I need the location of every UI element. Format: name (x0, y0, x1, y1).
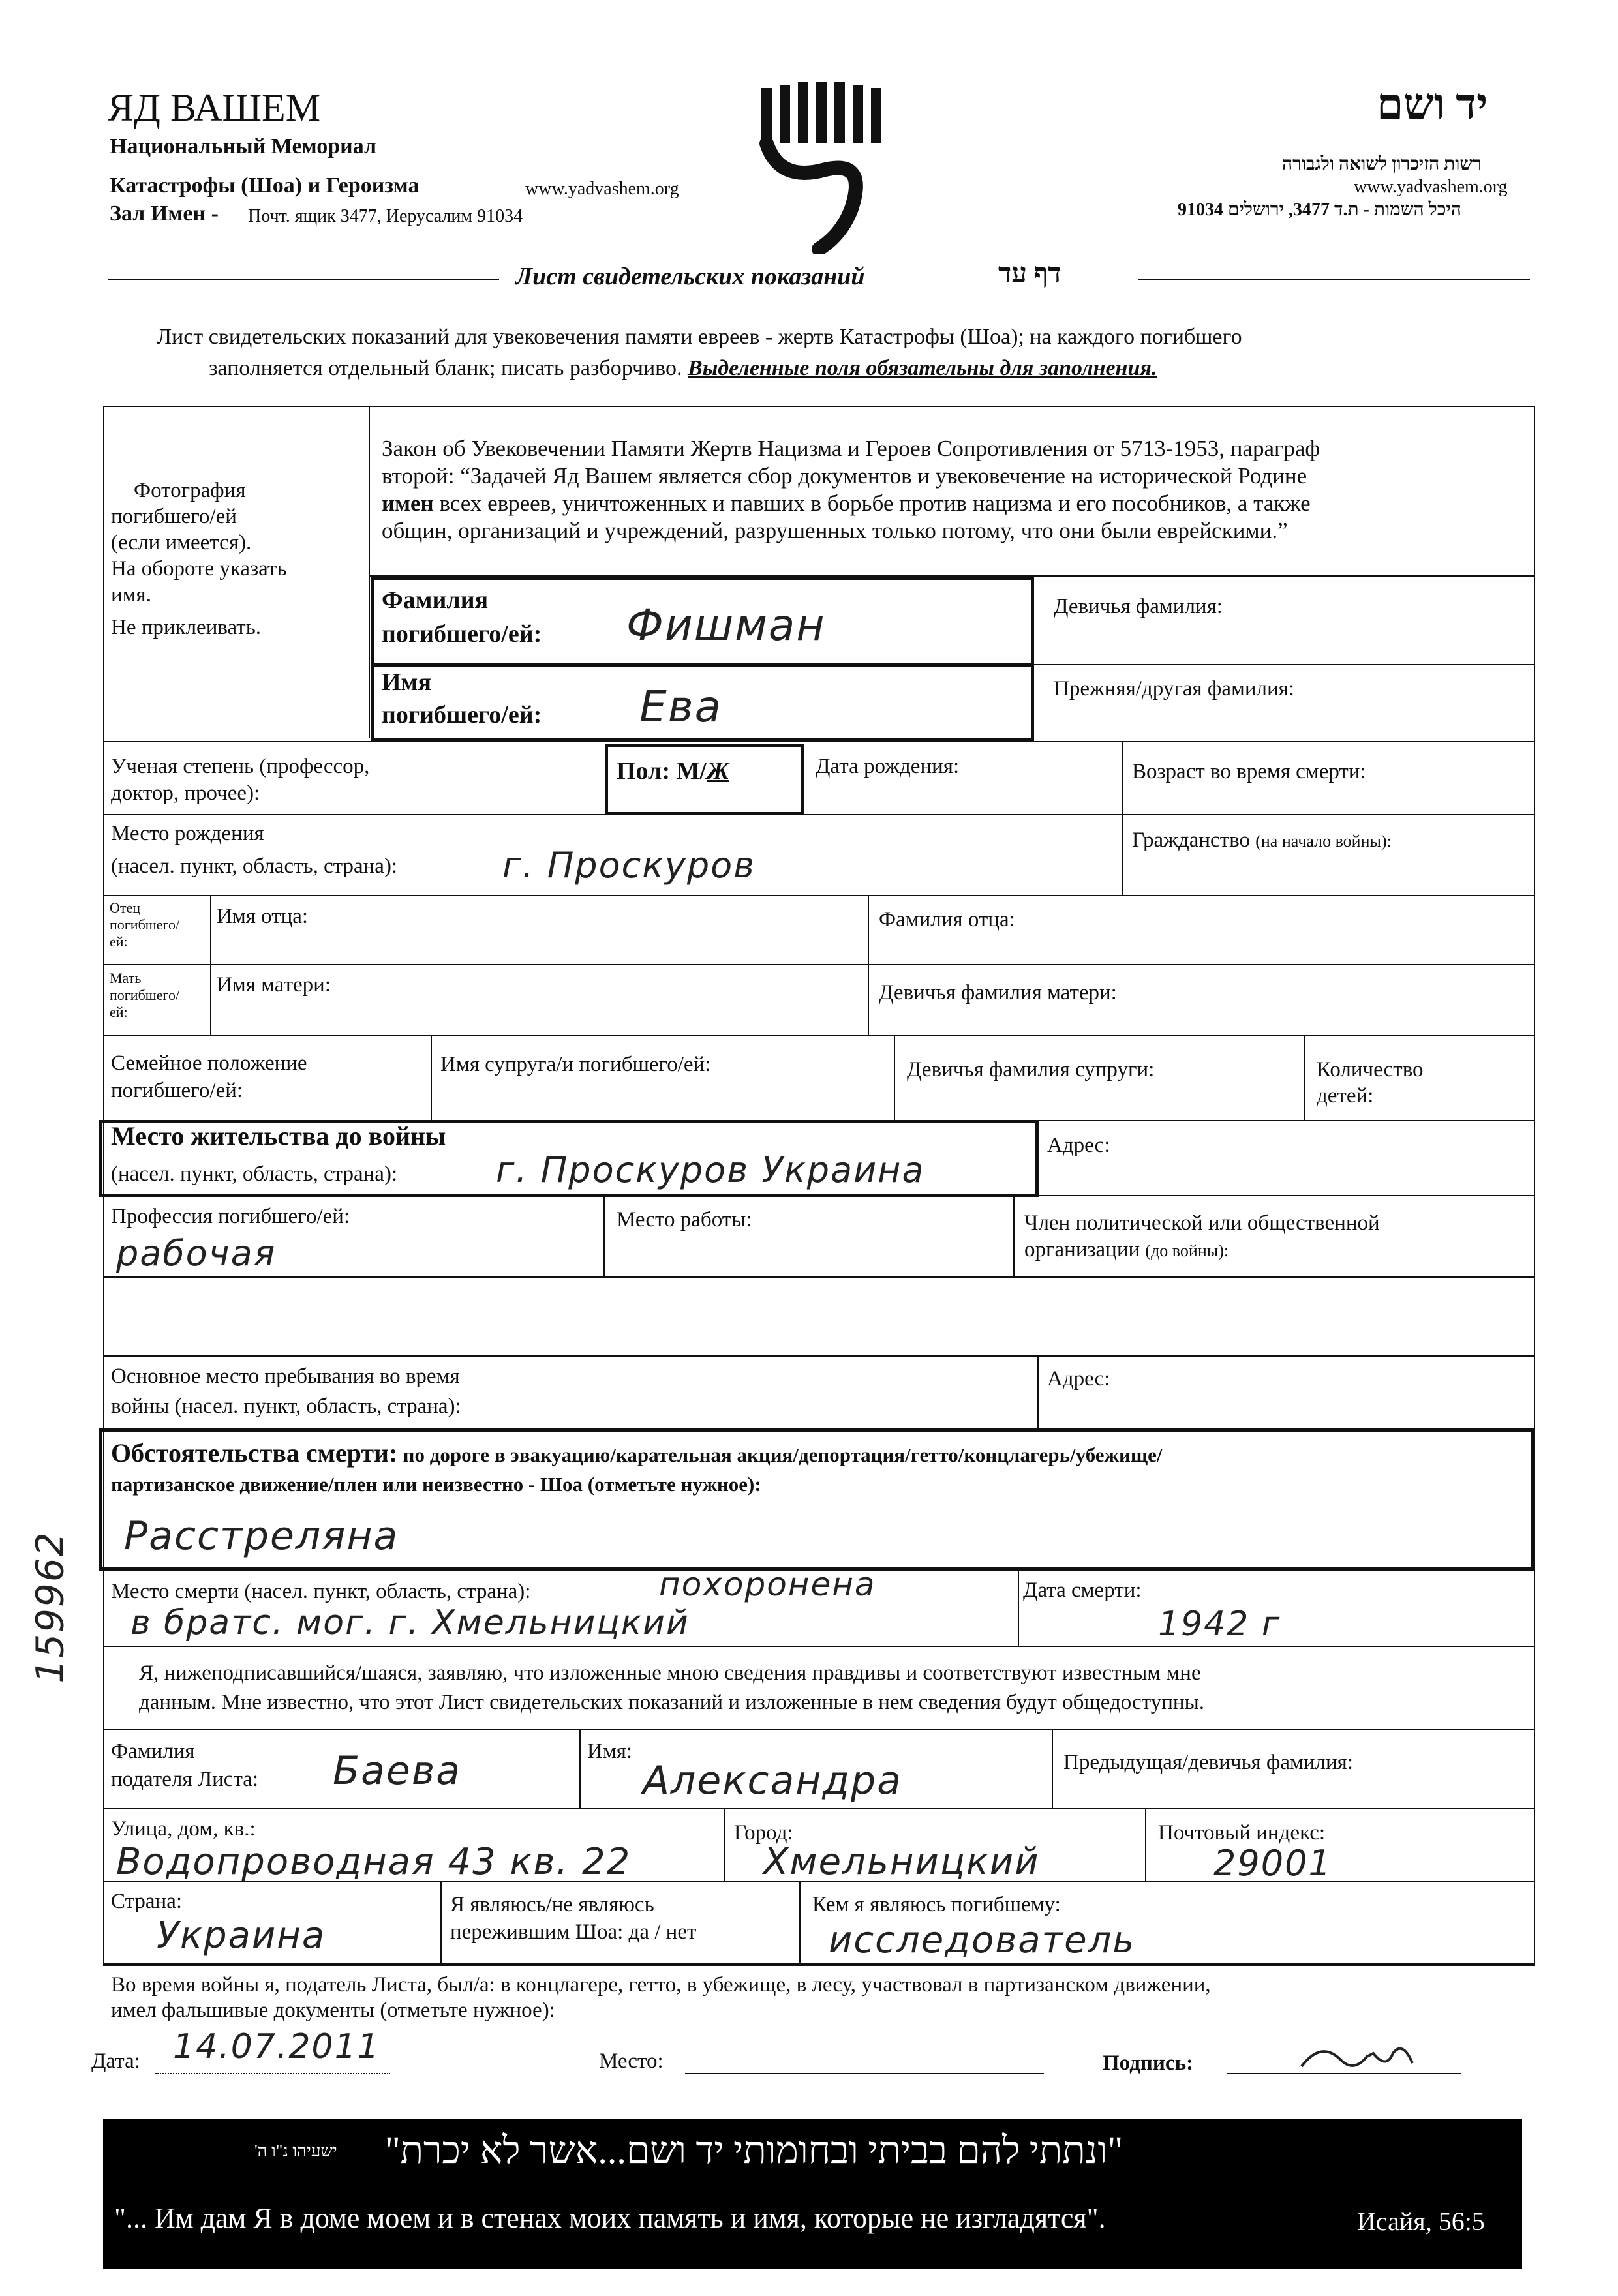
death-circumstances-options-1: по дороге в эвакуацию/карательная акция/депортация/гетто/концлагерь/убежище/ (403, 1443, 1163, 1466)
row-rule-profession (103, 1276, 1535, 1278)
death-date-value[interactable]: 1942 г (1158, 1605, 1281, 1644)
victim-surname-value[interactable]: Фишман (626, 600, 826, 650)
residence-value[interactable]: г. Проскуров Украина (496, 1149, 925, 1190)
photo-label-2: погибшего/ей (111, 505, 237, 528)
victim-name-label-1: Имя (382, 669, 431, 696)
org-subtitle-he: רשות הזיכרון לשואה ולגבורה (1282, 154, 1482, 174)
marital-status-label-1: Семейное положение (111, 1051, 307, 1075)
residence-label-1: Место жительства до войны (111, 1121, 446, 1151)
death-date-divider (1018, 1571, 1019, 1646)
submitter-name-value[interactable]: Александра (643, 1758, 902, 1804)
spouse-name-label: Имя супруга/и погибшего/ей: (440, 1053, 711, 1076)
zip-value[interactable]: 29001 (1214, 1843, 1332, 1884)
profession-label: Профессия погибшего/ей: (111, 1205, 350, 1228)
signature-scribble-icon (1295, 2034, 1426, 2079)
family-divider-3 (1304, 1035, 1305, 1120)
zip-label: Почтовый индекс: (1158, 1821, 1326, 1845)
death-circumstances-label: Обстоятельства смерти: (111, 1438, 398, 1468)
org-subtitle-2: Катастрофы (Шоа) и Героизма (110, 174, 420, 198)
sex-value: Ж (706, 757, 729, 785)
margin-archive-number: 159962 (27, 1531, 72, 1684)
signature-label: Подпись: (1103, 2051, 1194, 2075)
father-side-label-3: ей: (110, 933, 128, 950)
row-rule-father (103, 964, 1535, 965)
url-left: www.yadvashem.org (525, 179, 679, 199)
yad-vashem-logo-icon (754, 78, 884, 254)
law-text-3 (382, 491, 1311, 517)
footer-he-quote: "ונתתי להם בביתי ובחומותי יד ושם...אשר לא יכרת" (385, 2129, 1123, 2171)
law-text-4: общин, организаций и учреждений, разрушенных только потому, что они были еврейскими.” (382, 518, 1288, 543)
submitter-surname-label-2: подателя Листа: (111, 1768, 259, 1791)
org-title-he: יד ושם (1377, 81, 1488, 128)
member-field-2 (1024, 1237, 1229, 1264)
wartime-place-label-1: Основное место пребывания во время (111, 1365, 460, 1388)
mother-side-label-1: Мать (110, 970, 142, 986)
law-text-2: второй: “Задачей Яд Вашем является сбор документов и увековечение на исторической Родине (382, 463, 1307, 489)
death-place-value-2[interactable]: в братс. мог. г. Хмельницкий (130, 1603, 690, 1642)
sex-field[interactable] (617, 758, 729, 784)
death-circumstances-value[interactable]: Расстреляна (124, 1513, 399, 1559)
photo-label-6: Не приклеивать. (111, 616, 262, 639)
spouse-maiden-label: Девичья фамилия супруги: (907, 1058, 1155, 1081)
row-rule-birthplace (103, 895, 1535, 896)
family-divider-1 (431, 1035, 432, 1120)
footer-ru-quote: "... Им дам Я в доме моем и в стенах моих память и имя, которые не изгладятся". (114, 2202, 1106, 2234)
work-divider-1 (603, 1197, 605, 1276)
intro-required-note: Выделенные поля обязательны для заполнения. (688, 356, 1157, 380)
url-right: www.yadvashem.org (1354, 177, 1508, 197)
row-rule-mother (103, 1035, 1535, 1036)
law-text-1: Закон об Увековечении Памяти Жертв Нацизма и Героев Сопротивления от 5713-1953, параграф (382, 436, 1320, 461)
law-text-3-bold: имен (382, 491, 434, 516)
citizenship-field (1132, 827, 1392, 854)
row-rule-degree (103, 814, 1535, 815)
fill-date-label: Дата: (91, 2049, 140, 2073)
citizenship-note: (на начало войны): (1255, 832, 1392, 851)
country-label: Страна: (111, 1890, 183, 1913)
row-rule-residence (1039, 1195, 1535, 1196)
org-title-ru: ЯД ВАШЕМ (108, 86, 321, 129)
victim-name-label-2: погибшего/ей: (382, 701, 542, 729)
member-label-2: организации (1024, 1238, 1140, 1261)
father-surname-label: Фамилия отца: (879, 908, 1015, 931)
relation-value[interactable]: исследователь (829, 1919, 1136, 1961)
relation-label: Кем я являюсь погибшему: (812, 1893, 1061, 1916)
wartime-divider (1037, 1355, 1039, 1428)
submitter-war-line-1: Во время войны я, податель Листа, был/а: в концлагере, гетто, в убежище, в лесу, участвовал в партизанском движении, (111, 1973, 1211, 1997)
city-value[interactable]: Хмельницкий (763, 1841, 1040, 1883)
death-circumstances-options-2: партизанское движение/плен или неизвестно - Шоа (отметьте нужное): (111, 1473, 761, 1496)
mother-name-label: Имя матери: (217, 973, 331, 997)
relation-divider (799, 1881, 801, 1965)
photo-label-3: (если имеется). (111, 531, 252, 554)
row-rule-name (103, 741, 1535, 742)
submitter-surname-label-1: Фамилия (111, 1740, 195, 1763)
declaration-line-2: данным. Мне известно, что этот Лист свидетельских показаний и изложенные в нем сведения будут общедоступны. (139, 1691, 1205, 1714)
death-circumstances-line-1 (111, 1440, 1162, 1468)
row-rule-country (103, 1965, 1535, 1966)
children-label-2: детей: (1317, 1084, 1374, 1108)
row-rule-submitter (103, 1808, 1535, 1809)
residence-label-2: (насел. пункт, область, страна): (111, 1162, 398, 1186)
photo-label-5: имя. (111, 583, 151, 607)
submitter-divider-2 (1052, 1729, 1053, 1808)
row-rule-address (103, 1881, 1535, 1882)
street-value[interactable]: Водопроводная 43 кв. 22 (116, 1841, 632, 1883)
country-value[interactable]: Украина (157, 1914, 326, 1957)
profession-value[interactable]: рабочая (116, 1233, 277, 1274)
children-label-1: Количество (1317, 1058, 1424, 1081)
birthplace-label-2: (насел. пункт, область, страна): (111, 854, 398, 878)
org-subtitle-1: Национальный Мемориал (110, 134, 377, 159)
victim-surname-label-1: Фамилия (382, 586, 489, 614)
intro-line-2-text: заполняется отдельный бланк; писать разборчиво. (209, 356, 682, 380)
member-label-1: Член политической или общественной (1024, 1211, 1380, 1235)
law-text-3-rest: всех евреев, уничтоженных и павших в борьбе против нацизма и его пособников, а также (439, 491, 1311, 516)
age-divider (1122, 741, 1123, 895)
submitter-surname-value[interactable]: Баева (333, 1748, 461, 1794)
sex-label: Пол: М/ (617, 757, 707, 785)
survivor-label-1: Я являюсь/не являюсь (450, 1893, 654, 1916)
mother-side-label-2: погибшего/ (110, 987, 180, 1003)
street-label: Улица, дом, кв.: (111, 1817, 256, 1841)
submitter-war-line-2: имел фальшивые документы (отметьте нужное): (111, 1999, 555, 2022)
mother-maiden-label: Девичья фамилия матери: (879, 981, 1117, 1004)
address-ru: Почт. ящик 3477, Иерусалим 91034 (248, 206, 523, 226)
form-title-he: דף עד (998, 259, 1061, 289)
footer-ru-source: Исайя, 56:5 (1357, 2207, 1485, 2236)
country-divider (440, 1881, 442, 1965)
address-he: היכל השמות - ת.ד 3477, ירושלים 91034 (1178, 200, 1461, 220)
survivor-label-2[interactable]: пережившим Шоа: да / нет (450, 1920, 697, 1944)
form-title: Лист свидетельских показаний (515, 263, 865, 290)
citizenship-label: Гражданство (1132, 828, 1250, 852)
declaration-line-1: Я, нижеподписавшийся/шаяся, заявляю, что изложенные мною сведения правдивы и соответствуют известным мне (139, 1661, 1201, 1685)
residence-address-label: Адрес: (1047, 1134, 1110, 1157)
birthplace-value[interactable]: г. Проскуров (502, 845, 756, 886)
marital-status-label-2: погибшего/ей: (111, 1079, 243, 1102)
intro-line-1: Лист свидетельских показаний для увековечения памяти евреев - жертв Катастрофы (Шоа); на каждого погибшего (157, 325, 1242, 349)
submitter-name-label: Имя: (587, 1740, 633, 1763)
death-place-label: Место смерти (насел. пункт, область, страна): (111, 1580, 531, 1603)
row-rule-death (103, 1646, 1535, 1647)
victim-maiden-label: Девичья фамилия: (1054, 595, 1223, 618)
fill-date-underline (155, 2073, 390, 2074)
submitter-divider-1 (579, 1729, 581, 1808)
family-divider-2 (894, 1035, 895, 1120)
address-divider-2 (1145, 1808, 1146, 1881)
fill-place-underline (685, 2073, 1044, 2074)
degree-label-2: доктор, прочее): (111, 781, 260, 805)
death-date-label: Дата смерти: (1023, 1578, 1142, 1602)
submitter-prev-surname-label: Предыдущая/девичья фамилия: (1063, 1751, 1354, 1774)
fill-date-value[interactable]: 14.07.2011 (173, 2027, 380, 2066)
father-name-label: Имя отца: (217, 905, 309, 928)
address-divider-1 (724, 1808, 725, 1881)
wartime-place-label-2: войны (насел. пункт, область, страна): (111, 1395, 461, 1418)
fill-place-label: Место: (599, 2049, 664, 2073)
footer-he-source: ישעיהו נ"ו ה' (254, 2141, 337, 2160)
death-place-value-1[interactable]: похоронена (659, 1565, 876, 1603)
mother-side-label-3: ей: (110, 1004, 128, 1020)
father-side-label-2: погибшего/ (110, 916, 180, 933)
row-rule-blank (103, 1355, 1535, 1357)
intro-line-2 (209, 355, 1157, 382)
victim-surname-label-2: погибшего/ей: (382, 620, 542, 648)
photo-label-1: Фотография (134, 479, 246, 502)
row-rule-surname (1034, 664, 1535, 665)
birthplace-label-1: Место рождения (111, 822, 264, 845)
birthdate-label: Дата рождения: (816, 755, 960, 778)
row-rule-declaration (103, 1729, 1535, 1730)
hall-of-names: Зал Имен - (110, 202, 219, 226)
victim-other-surname-label: Прежняя/другая фамилия: (1054, 677, 1294, 701)
wartime-address-label: Адрес: (1047, 1367, 1110, 1391)
age-at-death-label: Возраст во время смерти: (1132, 760, 1366, 783)
city-label: Город: (734, 1821, 793, 1845)
victim-name-value[interactable]: Ева (639, 682, 723, 732)
father-side-label-1: Отец (110, 899, 141, 916)
work-divider-2 (1013, 1197, 1015, 1276)
photo-label-4: На обороте указать (111, 557, 287, 581)
title-rule-left (108, 279, 499, 280)
member-note: (до войны): (1145, 1241, 1229, 1260)
title-rule-right (1138, 279, 1530, 280)
degree-label-1: Ученая степень (профессор, (111, 755, 370, 778)
photo-divider (369, 406, 370, 738)
workplace-label: Место работы: (617, 1208, 752, 1231)
